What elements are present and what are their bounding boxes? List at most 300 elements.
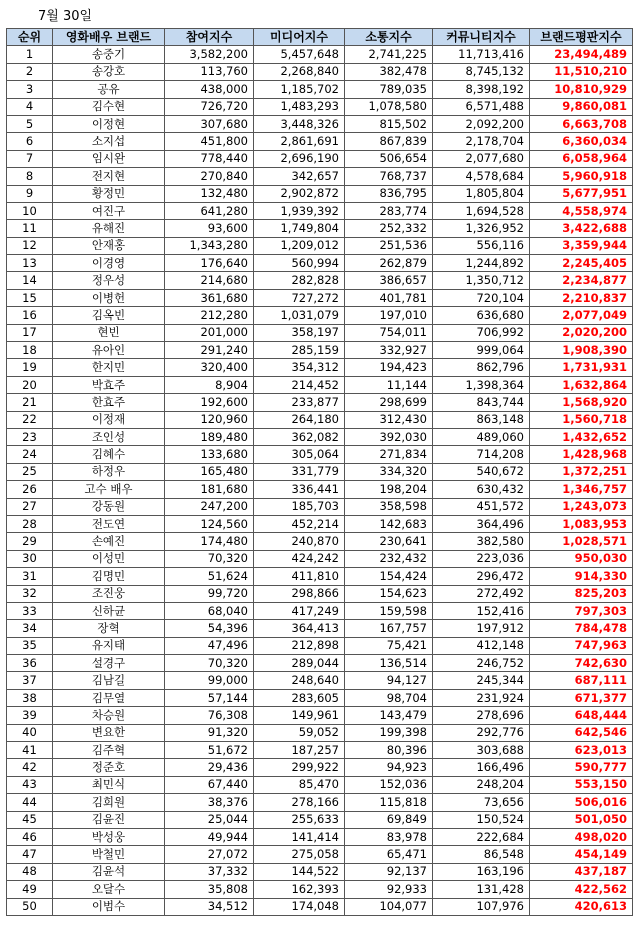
actor-name-cell: 하정우: [53, 463, 165, 480]
brand-index-cell: 3,359,944: [530, 237, 633, 254]
rank-cell: 7: [7, 150, 53, 167]
communication-cell: 298,699: [345, 394, 433, 411]
table-row: [7, 376, 633, 393]
communication-cell: 69,849: [345, 811, 433, 828]
community-cell: 540,672: [433, 463, 530, 480]
community-cell: 1,244,892: [433, 255, 530, 272]
media-cell: 278,166: [254, 794, 345, 811]
communication-cell: 198,204: [345, 481, 433, 498]
brand-index-cell: 1,560,718: [530, 411, 633, 428]
table-row: [7, 707, 633, 724]
participation-cell: 8,904: [165, 376, 254, 393]
brand-index-cell: 1,432,652: [530, 428, 633, 445]
table-row: [7, 794, 633, 811]
participation-cell: 176,640: [165, 255, 254, 272]
community-cell: 2,092,200: [433, 115, 530, 132]
media-cell: 354,312: [254, 359, 345, 376]
rank-cell: 6: [7, 133, 53, 150]
community-cell: 8,398,192: [433, 81, 530, 98]
header-actor-brand: 영화배우 브랜드: [53, 29, 165, 46]
table-row: [7, 237, 633, 254]
brand-index-cell: 784,478: [530, 620, 633, 637]
communication-cell: 2,741,225: [345, 46, 433, 63]
media-cell: 85,470: [254, 776, 345, 793]
rank-cell: 30: [7, 550, 53, 567]
community-cell: 451,572: [433, 498, 530, 515]
community-cell: 166,496: [433, 759, 530, 776]
participation-cell: 3,582,200: [165, 46, 254, 63]
participation-cell: 165,480: [165, 463, 254, 480]
participation-cell: 189,480: [165, 428, 254, 445]
actor-name-cell: 한지민: [53, 359, 165, 376]
media-cell: 264,180: [254, 411, 345, 428]
actor-name-cell: 박성웅: [53, 828, 165, 845]
media-cell: 185,703: [254, 498, 345, 515]
brand-index-cell: 422,562: [530, 881, 633, 898]
community-cell: 222,684: [433, 828, 530, 845]
participation-cell: 38,376: [165, 794, 254, 811]
community-cell: 863,148: [433, 411, 530, 428]
actor-name-cell: 차승원: [53, 707, 165, 724]
communication-cell: 382,478: [345, 63, 433, 80]
table-row: [7, 307, 633, 324]
brand-index-cell: 1,428,968: [530, 446, 633, 463]
communication-cell: 159,598: [345, 602, 433, 619]
media-cell: 1,209,012: [254, 237, 345, 254]
community-cell: 223,036: [433, 550, 530, 567]
participation-cell: 68,040: [165, 602, 254, 619]
media-cell: 411,810: [254, 568, 345, 585]
community-cell: 2,178,704: [433, 133, 530, 150]
table-row: [7, 446, 633, 463]
actor-name-cell: 김명민: [53, 568, 165, 585]
rank-cell: 38: [7, 689, 53, 706]
participation-cell: 778,440: [165, 150, 254, 167]
community-cell: 706,992: [433, 324, 530, 341]
participation-cell: 51,672: [165, 742, 254, 759]
community-cell: 6,571,488: [433, 98, 530, 115]
communication-cell: 815,502: [345, 115, 433, 132]
actor-name-cell: 김옥빈: [53, 307, 165, 324]
brand-index-cell: 6,058,964: [530, 150, 633, 167]
participation-cell: 54,396: [165, 620, 254, 637]
brand-index-cell: 825,203: [530, 585, 633, 602]
table-row: [7, 655, 633, 672]
brand-index-cell: 1,243,073: [530, 498, 633, 515]
community-cell: 73,656: [433, 794, 530, 811]
participation-cell: 99,000: [165, 672, 254, 689]
header-media-index: 미디어지수: [254, 29, 345, 46]
table-row: [7, 811, 633, 828]
brand-index-cell: 506,016: [530, 794, 633, 811]
media-cell: 417,249: [254, 602, 345, 619]
rank-cell: 27: [7, 498, 53, 515]
media-cell: 336,441: [254, 481, 345, 498]
media-cell: 1,939,392: [254, 202, 345, 219]
rank-cell: 18: [7, 342, 53, 359]
participation-cell: 133,680: [165, 446, 254, 463]
brand-index-cell: 11,510,210: [530, 63, 633, 80]
rank-cell: 41: [7, 742, 53, 759]
table-row: [7, 63, 633, 80]
table-row: [7, 637, 633, 654]
communication-cell: 392,030: [345, 428, 433, 445]
communication-cell: 11,144: [345, 376, 433, 393]
rank-cell: 29: [7, 533, 53, 550]
community-cell: 150,524: [433, 811, 530, 828]
community-cell: 278,696: [433, 707, 530, 724]
actor-name-cell: 전도연: [53, 515, 165, 532]
media-cell: 255,633: [254, 811, 345, 828]
brand-index-cell: 4,558,974: [530, 202, 633, 219]
community-cell: 272,492: [433, 585, 530, 602]
communication-cell: 115,818: [345, 794, 433, 811]
participation-cell: 35,808: [165, 881, 254, 898]
rank-cell: 33: [7, 602, 53, 619]
communication-cell: 386,657: [345, 272, 433, 289]
brand-index-cell: 553,150: [530, 776, 633, 793]
table-row: [7, 689, 633, 706]
actor-name-cell: 박효주: [53, 376, 165, 393]
rank-cell: 21: [7, 394, 53, 411]
media-cell: 452,214: [254, 515, 345, 532]
brand-index-cell: 747,963: [530, 637, 633, 654]
header-rank: 순위: [7, 29, 53, 46]
media-cell: 299,922: [254, 759, 345, 776]
rank-cell: 10: [7, 202, 53, 219]
actor-name-cell: 김무열: [53, 689, 165, 706]
table-row: [7, 463, 633, 480]
media-cell: 298,866: [254, 585, 345, 602]
communication-cell: 271,834: [345, 446, 433, 463]
actor-name-cell: 전지현: [53, 168, 165, 185]
actor-name-cell: 황정민: [53, 185, 165, 202]
communication-cell: 251,536: [345, 237, 433, 254]
rank-cell: 24: [7, 446, 53, 463]
table-row: [7, 742, 633, 759]
brand-index-cell: 3,422,688: [530, 220, 633, 237]
community-cell: 364,496: [433, 515, 530, 532]
communication-cell: 194,423: [345, 359, 433, 376]
rank-cell: 23: [7, 428, 53, 445]
rank-cell: 37: [7, 672, 53, 689]
rank-cell: 28: [7, 515, 53, 532]
table-row: [7, 428, 633, 445]
rank-cell: 15: [7, 289, 53, 306]
media-cell: 2,861,691: [254, 133, 345, 150]
table-row: [7, 620, 633, 637]
actor-name-cell: 장혁: [53, 620, 165, 637]
community-cell: 714,208: [433, 446, 530, 463]
participation-cell: 1,343,280: [165, 237, 254, 254]
table-row: [7, 359, 633, 376]
brand-index-cell: 5,677,951: [530, 185, 633, 202]
community-cell: 86,548: [433, 846, 530, 863]
brand-index-cell: 742,630: [530, 655, 633, 672]
table-row: [7, 324, 633, 341]
actor-name-cell: 이범수: [53, 898, 165, 915]
communication-cell: 104,077: [345, 898, 433, 915]
communication-cell: 98,704: [345, 689, 433, 706]
rank-cell: 20: [7, 376, 53, 393]
media-cell: 331,779: [254, 463, 345, 480]
rank-cell: 48: [7, 863, 53, 880]
table-row: [7, 289, 633, 306]
actor-name-cell: 공유: [53, 81, 165, 98]
participation-cell: 214,680: [165, 272, 254, 289]
media-cell: 282,828: [254, 272, 345, 289]
participation-cell: 47,496: [165, 637, 254, 654]
media-cell: 305,064: [254, 446, 345, 463]
actor-name-cell: 이성민: [53, 550, 165, 567]
brand-index-cell: 950,030: [530, 550, 633, 567]
actor-name-cell: 이경영: [53, 255, 165, 272]
communication-cell: 789,035: [345, 81, 433, 98]
participation-cell: 67,440: [165, 776, 254, 793]
media-cell: 1,185,702: [254, 81, 345, 98]
actor-name-cell: 변요한: [53, 724, 165, 741]
table-row: [7, 828, 633, 845]
table-row: [7, 898, 633, 915]
media-cell: 233,877: [254, 394, 345, 411]
actor-name-cell: 김혜수: [53, 446, 165, 463]
participation-cell: 641,280: [165, 202, 254, 219]
communication-cell: 232,432: [345, 550, 433, 567]
media-cell: 342,657: [254, 168, 345, 185]
communication-cell: 143,479: [345, 707, 433, 724]
header-brand-reputation-index: 브랜드평판지수: [530, 29, 633, 46]
table-row: [7, 481, 633, 498]
communication-cell: 332,927: [345, 342, 433, 359]
community-cell: 999,064: [433, 342, 530, 359]
participation-cell: 291,240: [165, 342, 254, 359]
community-cell: 4,578,684: [433, 168, 530, 185]
participation-cell: 51,624: [165, 568, 254, 585]
communication-cell: 136,514: [345, 655, 433, 672]
rank-cell: 17: [7, 324, 53, 341]
media-cell: 212,898: [254, 637, 345, 654]
actor-name-cell: 설경구: [53, 655, 165, 672]
communication-cell: 80,396: [345, 742, 433, 759]
table-body: [7, 46, 633, 916]
communication-cell: 401,781: [345, 289, 433, 306]
table-row: [7, 568, 633, 585]
brand-index-cell: 501,050: [530, 811, 633, 828]
community-cell: 11,713,416: [433, 46, 530, 63]
communication-cell: 75,421: [345, 637, 433, 654]
community-cell: 1,326,952: [433, 220, 530, 237]
header-communication-index: 소통지수: [345, 29, 433, 46]
participation-cell: 181,680: [165, 481, 254, 498]
actor-name-cell: 신하균: [53, 602, 165, 619]
rank-cell: 25: [7, 463, 53, 480]
actor-name-cell: 조인성: [53, 428, 165, 445]
participation-cell: 57,144: [165, 689, 254, 706]
community-cell: 489,060: [433, 428, 530, 445]
rank-cell: 3: [7, 81, 53, 98]
brand-index-cell: 1,083,953: [530, 515, 633, 532]
brand-index-cell: 687,111: [530, 672, 633, 689]
table-row: [7, 115, 633, 132]
table-row: [7, 759, 633, 776]
rank-cell: 35: [7, 637, 53, 654]
actor-name-cell: 고수 배우: [53, 481, 165, 498]
media-cell: 364,413: [254, 620, 345, 637]
header-participation-index: 참여지수: [165, 29, 254, 46]
brand-index-cell: 914,330: [530, 568, 633, 585]
actor-name-cell: 정준호: [53, 759, 165, 776]
brand-index-cell: 1,632,864: [530, 376, 633, 393]
brand-index-cell: 797,303: [530, 602, 633, 619]
media-cell: 2,268,840: [254, 63, 345, 80]
communication-cell: 230,641: [345, 533, 433, 550]
actor-name-cell: 임시완: [53, 150, 165, 167]
communication-cell: 199,398: [345, 724, 433, 741]
rank-cell: 12: [7, 237, 53, 254]
brand-index-cell: 6,663,708: [530, 115, 633, 132]
community-cell: 720,104: [433, 289, 530, 306]
community-cell: 382,580: [433, 533, 530, 550]
actor-name-cell: 현빈: [53, 324, 165, 341]
rank-cell: 45: [7, 811, 53, 828]
participation-cell: 120,960: [165, 411, 254, 428]
actor-name-cell: 소지섭: [53, 133, 165, 150]
media-cell: 358,197: [254, 324, 345, 341]
community-cell: 556,116: [433, 237, 530, 254]
participation-cell: 49,944: [165, 828, 254, 845]
communication-cell: 92,137: [345, 863, 433, 880]
communication-cell: 167,757: [345, 620, 433, 637]
actor-name-cell: 조진웅: [53, 585, 165, 602]
table-row: [7, 550, 633, 567]
table-row: [7, 776, 633, 793]
rank-cell: 2: [7, 63, 53, 80]
communication-cell: 754,011: [345, 324, 433, 341]
actor-name-cell: 송중기: [53, 46, 165, 63]
participation-cell: 93,600: [165, 220, 254, 237]
brand-index-cell: 420,613: [530, 898, 633, 915]
brand-index-cell: 590,777: [530, 759, 633, 776]
communication-cell: 358,598: [345, 498, 433, 515]
communication-cell: 94,923: [345, 759, 433, 776]
communication-cell: 252,332: [345, 220, 433, 237]
actor-name-cell: 유아인: [53, 342, 165, 359]
media-cell: 1,749,804: [254, 220, 345, 237]
table-row: [7, 202, 633, 219]
table-row: [7, 98, 633, 115]
community-cell: 843,744: [433, 394, 530, 411]
communication-cell: 152,036: [345, 776, 433, 793]
community-cell: 636,680: [433, 307, 530, 324]
table-row: [7, 81, 633, 98]
community-cell: 152,416: [433, 602, 530, 619]
actor-name-cell: 안재홍: [53, 237, 165, 254]
rank-cell: 49: [7, 881, 53, 898]
table-row: [7, 411, 633, 428]
participation-cell: 132,480: [165, 185, 254, 202]
media-cell: 1,031,079: [254, 307, 345, 324]
actor-name-cell: 정우성: [53, 272, 165, 289]
participation-cell: 70,320: [165, 550, 254, 567]
community-cell: 131,428: [433, 881, 530, 898]
participation-cell: 70,320: [165, 655, 254, 672]
media-cell: 149,961: [254, 707, 345, 724]
communication-cell: 1,078,580: [345, 98, 433, 115]
participation-cell: 270,840: [165, 168, 254, 185]
participation-cell: 76,308: [165, 707, 254, 724]
table-row: [7, 394, 633, 411]
rank-cell: 22: [7, 411, 53, 428]
media-cell: 283,605: [254, 689, 345, 706]
table-row: [7, 533, 633, 550]
media-cell: 174,048: [254, 898, 345, 915]
media-cell: 289,044: [254, 655, 345, 672]
brand-index-cell: 671,377: [530, 689, 633, 706]
actor-name-cell: 송강호: [53, 63, 165, 80]
table-row: [7, 342, 633, 359]
rank-cell: 14: [7, 272, 53, 289]
communication-cell: 262,879: [345, 255, 433, 272]
table-row: [7, 585, 633, 602]
brand-index-cell: 1,568,920: [530, 394, 633, 411]
table-row: [7, 255, 633, 272]
community-cell: 8,745,132: [433, 63, 530, 80]
brand-index-cell: 454,149: [530, 846, 633, 863]
table-row: [7, 133, 633, 150]
community-cell: 231,924: [433, 689, 530, 706]
participation-cell: 34,512: [165, 898, 254, 915]
communication-cell: 94,127: [345, 672, 433, 689]
community-cell: 1,694,528: [433, 202, 530, 219]
table-row: [7, 272, 633, 289]
community-cell: 248,204: [433, 776, 530, 793]
community-cell: 303,688: [433, 742, 530, 759]
brand-index-cell: 5,960,918: [530, 168, 633, 185]
brand-index-cell: 9,860,081: [530, 98, 633, 115]
media-cell: 1,483,293: [254, 98, 345, 115]
brand-index-cell: 2,210,837: [530, 289, 633, 306]
actor-name-cell: 이정재: [53, 411, 165, 428]
date-label: 7월 30일: [38, 9, 93, 24]
media-cell: 560,994: [254, 255, 345, 272]
communication-cell: 197,010: [345, 307, 433, 324]
community-cell: 1,398,364: [433, 376, 530, 393]
brand-index-cell: 2,245,405: [530, 255, 633, 272]
rank-cell: 39: [7, 707, 53, 724]
rank-cell: 4: [7, 98, 53, 115]
actor-name-cell: 오달수: [53, 881, 165, 898]
brand-index-cell: 1,731,931: [530, 359, 633, 376]
participation-cell: 361,680: [165, 289, 254, 306]
media-cell: 2,902,872: [254, 185, 345, 202]
community-cell: 862,796: [433, 359, 530, 376]
participation-cell: 451,800: [165, 133, 254, 150]
media-cell: 187,257: [254, 742, 345, 759]
community-cell: 2,077,680: [433, 150, 530, 167]
rank-cell: 16: [7, 307, 53, 324]
participation-cell: 726,720: [165, 98, 254, 115]
brand-index-cell: 23,494,489: [530, 46, 633, 63]
rank-cell: 40: [7, 724, 53, 741]
brand-index-cell: 498,020: [530, 828, 633, 845]
community-cell: 630,432: [433, 481, 530, 498]
media-cell: 362,082: [254, 428, 345, 445]
actor-name-cell: 한효주: [53, 394, 165, 411]
community-cell: 412,148: [433, 637, 530, 654]
rank-cell: 31: [7, 568, 53, 585]
brand-index-cell: 642,546: [530, 724, 633, 741]
rank-cell: 36: [7, 655, 53, 672]
